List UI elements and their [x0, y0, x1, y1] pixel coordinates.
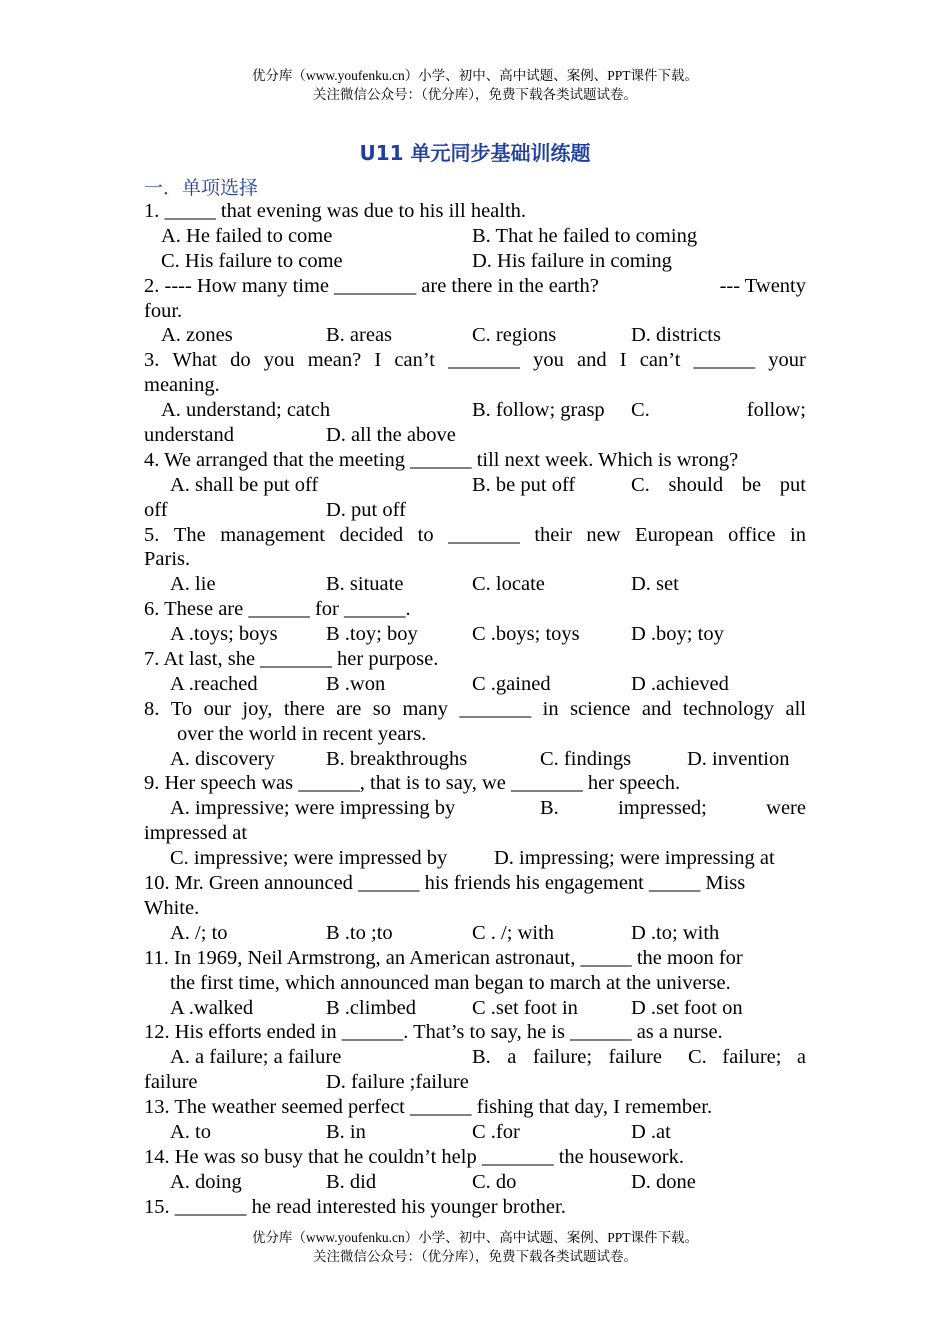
question-8-option-a: A. discovery — [170, 747, 275, 770]
word: and — [577, 349, 607, 372]
word: can’t — [639, 349, 681, 372]
question-4-options-row-2 — [144, 498, 806, 523]
page-footer — [0, 1228, 950, 1266]
question-5-option-b: B. situate — [326, 573, 404, 596]
word: B. — [540, 797, 559, 820]
question-6-option-a: A .toys; boys — [170, 623, 278, 646]
question-10-option-c: C . /; with — [472, 921, 555, 944]
question-5-option-c: C. locate — [472, 573, 545, 596]
word: _______ — [459, 697, 532, 720]
word: so — [372, 697, 392, 720]
word: To — [170, 697, 193, 720]
question-13-option-a: A. to — [170, 1120, 211, 1143]
question-11-option-c: C .set foot in — [472, 996, 578, 1019]
word: all — [785, 697, 806, 720]
question-11-stem: 11. In 1969, Neil Armstrong, an American astronaut, _____ the moon for — [144, 946, 743, 969]
question-12-option-d: D. failure ;failure — [326, 1071, 469, 1094]
question-11-option-b: B .climbed — [326, 996, 416, 1019]
question-1-options-row-1 — [144, 224, 806, 249]
question-13-option-b: B. in — [326, 1120, 366, 1143]
question-10-option-b: B .to ;to — [326, 921, 393, 944]
footer-line-1: 优分库（www.youfenku.cn）小学、初中、高中试题、案例、PPT课件下载。 — [251, 1230, 699, 1245]
question-10-stem-cont: White. — [144, 896, 200, 919]
question-1-options-row-2 — [144, 249, 806, 274]
header-line-2: 关注微信公众号：（优分库），免费下载各类试题试卷。 — [313, 87, 637, 102]
question-5-option-a: A. lie — [170, 573, 216, 596]
word: a — [796, 1046, 806, 1069]
question-7-option-d: D .achieved — [631, 672, 729, 695]
word: do — [230, 349, 251, 372]
question-8-stem — [144, 697, 806, 722]
question-12-option-b — [472, 1045, 662, 1070]
question-2-option-a: A. zones — [161, 324, 233, 347]
word: 3. — [144, 349, 160, 372]
footer-line-2: 关注微信公众号：（优分库），免费下载各类试题试卷。 — [313, 1249, 637, 1264]
word: put — [779, 473, 806, 496]
word: What — [172, 349, 217, 372]
question-2-stem-text: 2. ---- How many time ________ are there in the earth? — [144, 274, 599, 297]
question-7-option-b: B .won — [326, 672, 386, 695]
question-1-option-b: B. That he failed to coming — [472, 224, 698, 247]
question-12-option-a: A. a failure; a failure — [170, 1046, 342, 1069]
question-10-option-d: D .to; with — [631, 921, 720, 944]
word: The — [173, 523, 206, 546]
question-11-option-a: A .walked — [170, 996, 254, 1019]
word: you — [533, 349, 564, 372]
question-7-options — [144, 672, 806, 697]
word: decided — [339, 523, 404, 546]
question-2-option-b: B. areas — [326, 324, 393, 347]
word: and — [641, 697, 672, 720]
word: new — [586, 523, 621, 546]
question-9-options-row-2 — [144, 846, 806, 871]
question-1-option-d: D. His failure in coming — [472, 249, 672, 272]
question-2-option-c: C. regions — [472, 324, 557, 347]
question-4-stem: 4. We arranged that the meeting ______ till next week. Which is wrong? — [144, 448, 739, 471]
question-3-options-row-1 — [144, 398, 806, 423]
word: in — [790, 523, 806, 546]
word: to — [417, 523, 434, 546]
question-3-stem-cont: meaning. — [144, 374, 220, 397]
question-9-options-row-1 — [144, 796, 806, 821]
question-8-stem-cont: over the world in recent years. — [177, 722, 427, 745]
question-3-stem — [144, 348, 806, 373]
word: I — [374, 349, 382, 372]
question-5-stem-cont: Paris. — [144, 548, 191, 571]
question-12-stem: 12. His efforts ended in ______. That’s to say, he is ______ as a nurse. — [144, 1021, 723, 1044]
word: office — [728, 523, 776, 546]
question-3-option-c-cont: understand — [144, 424, 234, 447]
question-9-option-b — [540, 796, 806, 821]
word: failure; — [722, 1046, 782, 1069]
word: be — [741, 473, 762, 496]
question-1-option-a: A. He failed to come — [161, 224, 333, 247]
question-3-option-b: B. follow; grasp — [472, 399, 605, 422]
question-4-option-d: D. put off — [326, 498, 406, 521]
question-6-option-b: B .toy; boy — [326, 623, 418, 646]
question-7-option-c: C .gained — [472, 672, 551, 695]
question-14-option-a: A. doing — [170, 1170, 242, 1193]
question-8-option-c: C. findings — [540, 747, 632, 770]
question-2-stem — [144, 274, 806, 299]
question-list — [144, 199, 806, 1220]
page-title: U11 单元同步基础训练题 — [359, 141, 591, 165]
question-10-options — [144, 921, 806, 946]
question-7-option-a: A .reached — [170, 672, 258, 695]
question-4-option-a: A. shall be put off — [170, 473, 319, 496]
question-13-option-c: C .for — [472, 1120, 520, 1143]
word: _______ — [448, 523, 520, 546]
question-3-options-row-2 — [144, 423, 806, 448]
question-1-option-c: C. His failure to come — [161, 249, 343, 272]
question-14-option-d: D. done — [631, 1170, 696, 1193]
word: should — [668, 473, 724, 496]
word: were — [766, 797, 806, 820]
question-9-option-d: D. impressing; were impressing at — [494, 847, 775, 870]
question-14-options — [144, 1170, 806, 1195]
word: 8. — [144, 697, 160, 720]
question-9-option-a: A. impressive; were impressing by — [170, 797, 456, 820]
page-header — [0, 66, 950, 104]
question-6-option-d: D .boy; toy — [631, 623, 724, 646]
question-11-options — [144, 996, 806, 1021]
question-4-options-row-1 — [144, 473, 806, 498]
question-5-option-d: D. set — [631, 573, 679, 596]
question-7-stem: 7. At last, she _______ her purpose. — [144, 648, 439, 671]
question-2-answer-text: --- Twenty — [719, 274, 806, 297]
word: science — [570, 697, 631, 720]
question-3-option-c-text: follow; — [746, 399, 806, 422]
question-8-option-d: D. invention — [687, 747, 790, 770]
question-1-stem: 1. _____ that evening was due to his ill health. — [144, 200, 527, 222]
question-2-stem-cont: four. — [144, 299, 183, 322]
question-14-stem: 14. He was so busy that he couldn’t help _______ the housework. — [144, 1145, 684, 1168]
question-11-stem-cont: the first time, which announced man began to march at the universe. — [170, 971, 731, 994]
word: B. — [472, 1046, 491, 1069]
word: management — [220, 523, 325, 546]
word: technology — [682, 697, 775, 720]
question-12-option-c — [688, 1045, 806, 1070]
word: in — [542, 697, 559, 720]
word: many — [402, 697, 449, 720]
word: 5. — [144, 523, 160, 546]
question-13-options — [144, 1120, 806, 1145]
question-4-option-c-cont: off — [144, 498, 168, 521]
word: their — [534, 523, 572, 546]
question-9-option-c: C. impressive; were impressed by — [170, 847, 448, 870]
header-line-1: 优分库（www.youfenku.cn）小学、初中、高中试题、案例、PPT课件下载。 — [251, 68, 699, 83]
word: there — [283, 697, 325, 720]
question-4-option-b: B. be put off — [472, 473, 576, 496]
word: can’t — [394, 349, 435, 372]
word: I — [619, 349, 627, 372]
question-8-option-b: B. breakthroughs — [326, 747, 468, 770]
question-15-stem: 15. _______ he read interested his younger brother. — [144, 1195, 566, 1218]
question-12-option-c-cont: failure — [144, 1071, 198, 1094]
word: your — [768, 349, 806, 372]
word: European — [635, 523, 714, 546]
word: ______ — [693, 349, 756, 372]
question-8-options — [144, 747, 806, 772]
question-5-options — [144, 572, 806, 597]
question-6-stem: 6. These are ______ for ______. — [144, 598, 411, 621]
word: failure; — [532, 1046, 593, 1069]
word: C. — [688, 1046, 707, 1069]
word: are — [336, 697, 362, 720]
question-2-options — [144, 323, 806, 348]
word: joy, — [242, 697, 273, 720]
word: you — [263, 349, 295, 372]
question-3-option-a: A. understand; catch — [161, 399, 331, 422]
word: _______ — [448, 349, 520, 372]
question-9-stem: 9. Her speech was ______, that is to say, we _______ her speech. — [144, 772, 681, 795]
question-12-options-row-1 — [144, 1045, 806, 1070]
question-13-option-d: D .at — [631, 1120, 671, 1143]
question-11-option-d: D .set foot on — [631, 996, 743, 1019]
question-13-stem: 13. The weather seemed perfect ______ fishing that day, I remember. — [144, 1096, 713, 1119]
word: C. — [631, 473, 650, 496]
question-4-option-c — [631, 473, 806, 498]
question-10-option-a: A. /; to — [170, 921, 228, 944]
question-14-option-b: B. did — [326, 1170, 377, 1193]
question-5-stem — [144, 523, 806, 548]
word: a — [507, 1046, 517, 1069]
section-heading: 一．单项选择 — [144, 177, 259, 199]
question-6-option-c: C .boys; toys — [472, 623, 580, 646]
word: failure — [608, 1046, 662, 1069]
question-2-option-d: D. districts — [631, 324, 721, 347]
question-6-options — [144, 622, 806, 647]
question-3-option-c: C. — [631, 399, 650, 422]
question-9-option-b-cont: impressed at — [144, 822, 248, 845]
question-10-stem: 10. Mr. Green announced ______ his friends his engagement _____ Miss — [144, 872, 746, 895]
question-14-option-c: C. do — [472, 1170, 517, 1193]
word: mean? — [307, 349, 362, 372]
word: our — [203, 697, 231, 720]
question-3-option-d: D. all the above — [326, 424, 456, 447]
word: impressed; — [618, 797, 707, 820]
question-12-options-row-2 — [144, 1070, 806, 1095]
